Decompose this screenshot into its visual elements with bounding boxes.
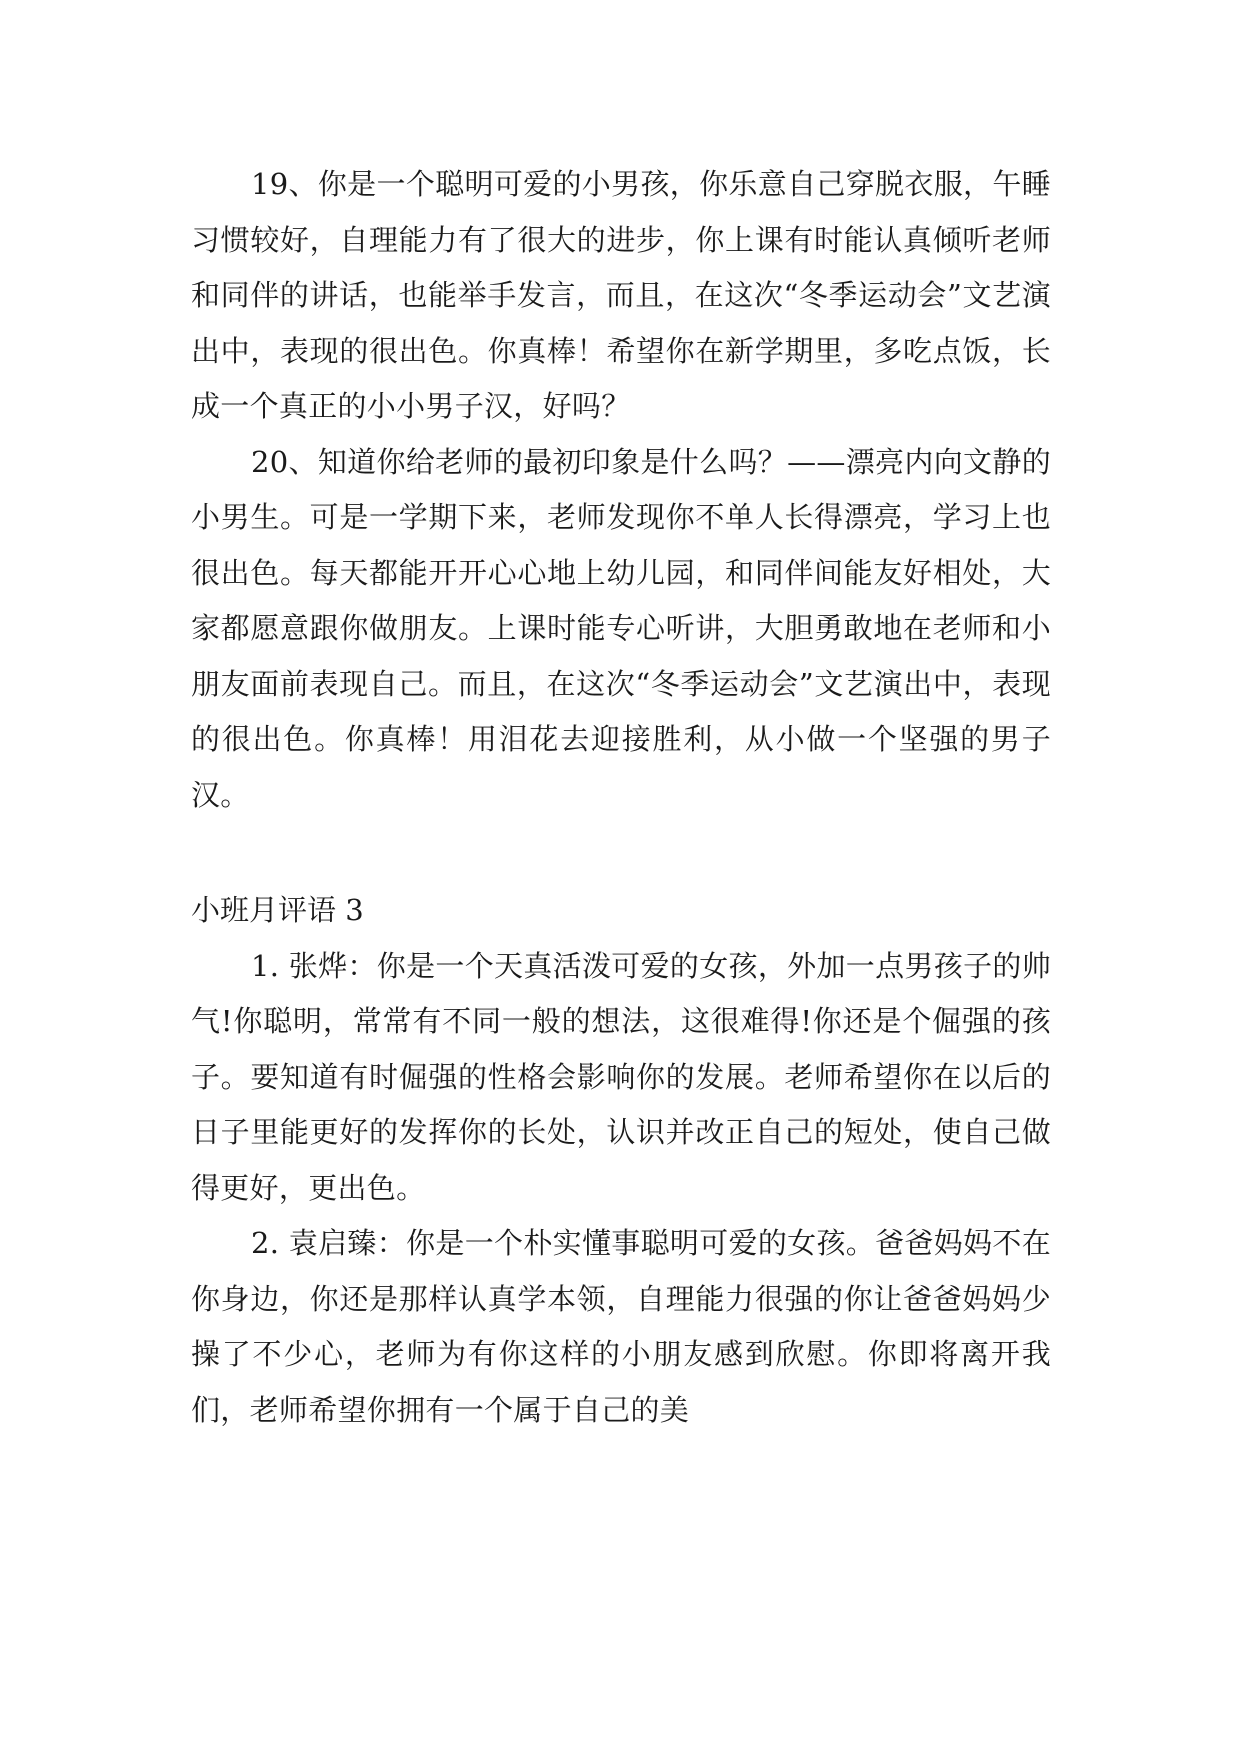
- document-body: [191, 157, 1051, 1438]
- section-heading: 小班月评语 3: [191, 893, 364, 927]
- paragraph-comment-19: 19、你是一个聪明可爱的小男孩，你乐意自己穿脱衣服，午睡习惯较好，自理能力有了很大的进步，你上课有时能认真倾听老师和同伴的讲话，也能举手发言，而且，在这次“冬季运动会”文艺演出中，表现的很出色。你真棒！希望你在新学期里，多吃点饭，长成一个真正的小小男子汉，好吗？: [191, 167, 1051, 423]
- section-spacer: [191, 823, 1051, 883]
- paragraph-comment-1: 1. 张烨：你是一个天真活泼可爱的女孩，外加一点男孩子的帅气!你聪明，常常有不同一般的想法，这很难得!你还是个倔强的孩子。要知道有时倔强的性格会影响你的发展。老师希望你在以后的日子里能更好的发挥你的长处，认识并改正自己的短处，使自己做得更好，更出色。: [191, 948, 1051, 1205]
- paragraph-comment-2: 2. 袁启臻：你是一个朴实懂事聪明可爱的女孩。爸爸妈妈不在你身边，你还是那样认真学本领，自理能力很强的你让爸爸妈妈少操了不少心，老师为有你这样的小朋友感到欣慰。你即将离开我们，老师希望你拥有一个属于自己的美: [191, 1226, 1051, 1427]
- paragraph-comment-20: 20、知道你给老师的最初印象是什么吗？——漂亮内向文静的小男生。可是一学期下来，老师发现你不单人长得漂亮，学习上也很出色。每天都能开开心心地上幼儿园，和同伴间能友好相处，大家都愿意跟你做朋友。上课时能专心听讲，大胆勇敢地在老师和小朋友面前表现自己。而且，在这次“冬季运动会”文艺演出中，表现的很出色。你真棒！用泪花去迎接胜利，从小做一个坚强的男子汉。: [191, 444, 1051, 812]
